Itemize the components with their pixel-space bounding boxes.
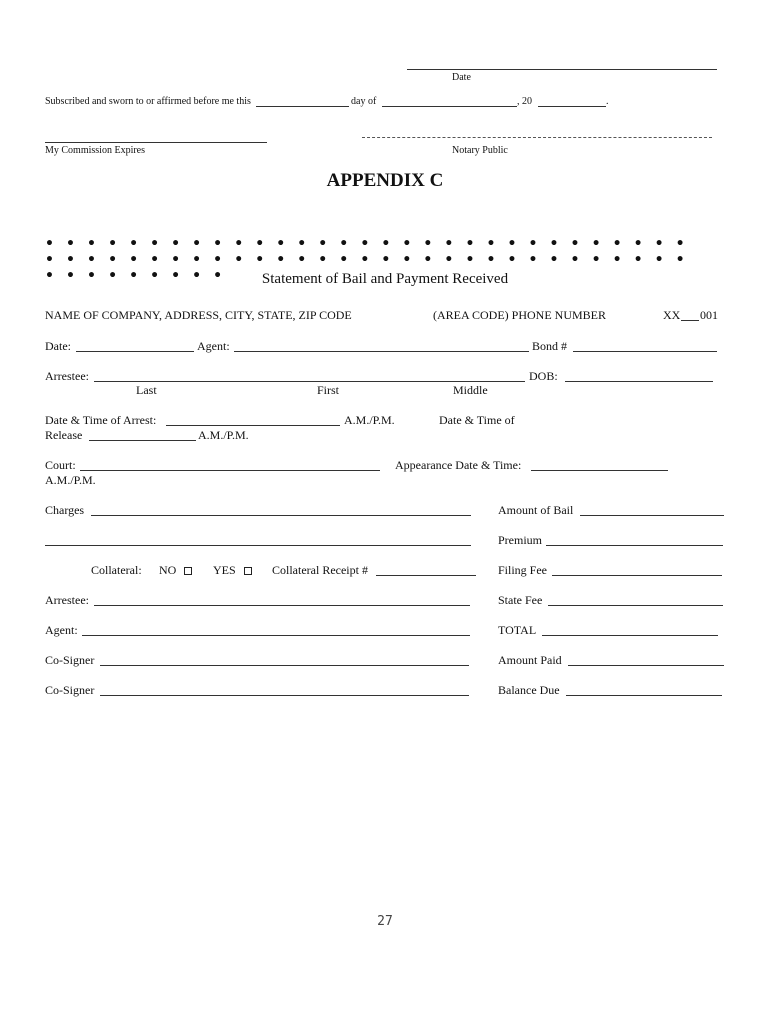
appendix-title: APPENDIX C: [326, 170, 444, 191]
collateral-receipt-input[interactable]: [376, 575, 476, 576]
charges-label: Charges: [45, 503, 85, 517]
statement-title: Statement of Bail and Payment Received: [261, 271, 509, 287]
amount-bail-input[interactable]: [580, 515, 724, 516]
agent-signature-input[interactable]: [82, 635, 470, 636]
court-input[interactable]: [80, 470, 380, 471]
form-code-blank[interactable]: [681, 320, 699, 321]
filing-fee-input[interactable]: [552, 575, 722, 576]
arrest-time-label: Date & Time of Arrest:: [45, 413, 157, 427]
amount-bail-label: Amount of Bail: [498, 503, 574, 517]
collateral-no-checkbox[interactable]: [184, 567, 192, 575]
phone-header: (AREA CODE) PHONE NUMBER: [433, 308, 607, 322]
notary-label: Notary Public: [452, 145, 508, 156]
form-code-prefix: XX: [663, 308, 681, 322]
date-label: Date: [452, 72, 471, 83]
collateral-no-label: NO: [159, 563, 177, 577]
arrestee-label: Arrestee:: [45, 369, 89, 383]
filing-fee-label: Filing Fee: [498, 563, 548, 577]
notary-signature-line[interactable]: [362, 137, 712, 138]
release-ampm: A.M./P.M.: [198, 428, 249, 442]
collateral-yes: [213, 563, 252, 578]
day-field[interactable]: [256, 106, 349, 107]
cosigner-2-input[interactable]: [100, 695, 469, 696]
amount-paid-label: Amount Paid: [498, 653, 562, 667]
last-name-caption: Last: [136, 383, 157, 397]
date-signature-line[interactable]: [407, 69, 717, 70]
commission-label: My Commission Expires: [45, 145, 146, 156]
period-text: .: [606, 96, 609, 107]
middle-name-caption: Middle: [453, 383, 488, 397]
premium-label: Premium: [498, 533, 542, 547]
release-label: Release: [45, 428, 83, 442]
release-time-label: Date & Time of: [439, 413, 515, 427]
premium-input[interactable]: [546, 545, 723, 546]
collateral-yes-label: YES: [213, 563, 236, 577]
total-label: TOTAL: [498, 623, 537, 637]
date-input[interactable]: [76, 351, 194, 352]
release-time-input[interactable]: [89, 440, 196, 441]
collateral-yes-checkbox[interactable]: [244, 567, 252, 575]
arrestee-signature-input[interactable]: [94, 605, 470, 606]
arrestee-name-input[interactable]: [94, 381, 525, 382]
dob-input[interactable]: [565, 381, 713, 382]
collateral-no: [159, 563, 192, 578]
balance-due-label: Balance Due: [498, 683, 560, 697]
charges-input[interactable]: [91, 515, 471, 516]
state-fee-input[interactable]: [548, 605, 723, 606]
state-fee-label: State Fee: [498, 593, 543, 607]
cosigner-2-label: Co-Signer: [45, 683, 95, 697]
arrestee-signature-label: Arrestee:: [45, 593, 89, 607]
cosigner-1-input[interactable]: [100, 665, 469, 666]
arrest-ampm: A.M./P.M.: [344, 413, 395, 427]
agent-signature-label: Agent:: [45, 623, 78, 637]
total-input[interactable]: [542, 635, 718, 636]
agent-field-label: Agent:: [197, 339, 230, 353]
collateral-label: Collateral:: [91, 563, 142, 577]
first-name-caption: First: [317, 383, 340, 397]
bond-input[interactable]: [573, 351, 717, 352]
company-header: NAME OF COMPANY, ADDRESS, CITY, STATE, ZIP CODE: [45, 308, 352, 322]
dob-label: DOB:: [529, 369, 558, 383]
day-of-text: day of: [351, 96, 377, 107]
appearance-ampm: A.M./P.M.: [45, 473, 96, 487]
appearance-input[interactable]: [531, 470, 668, 471]
balance-due-input[interactable]: [566, 695, 722, 696]
court-label: Court:: [45, 458, 76, 472]
page-number: 27: [377, 914, 393, 929]
year-prefix-text: , 20: [517, 96, 532, 107]
year-field[interactable]: [538, 106, 606, 107]
commission-line[interactable]: [45, 142, 267, 143]
collateral-receipt-label: Collateral Receipt #: [272, 563, 368, 577]
charges-input-2[interactable]: [45, 545, 471, 546]
date-field-label: Date:: [45, 339, 71, 353]
bond-label: Bond #: [532, 339, 568, 353]
agent-input[interactable]: [234, 351, 529, 352]
amount-paid-input[interactable]: [568, 665, 724, 666]
dotted-separator: • • • • • • • • • • • • • • • • • • • • • • • • • • • • • • • • • • • • • • • • • • • • • • • • • • • • • • • • • • • • • • • • • • • • • • •: [45, 236, 689, 284]
appearance-label: Appearance Date & Time:: [395, 458, 522, 472]
cosigner-1-label: Co-Signer: [45, 653, 95, 667]
form-code-suffix: 001: [700, 308, 718, 322]
month-field[interactable]: [382, 106, 517, 107]
subscribed-text: Subscribed and sworn to or affirmed before me this: [45, 96, 251, 107]
arrest-time-input[interactable]: [166, 425, 340, 426]
